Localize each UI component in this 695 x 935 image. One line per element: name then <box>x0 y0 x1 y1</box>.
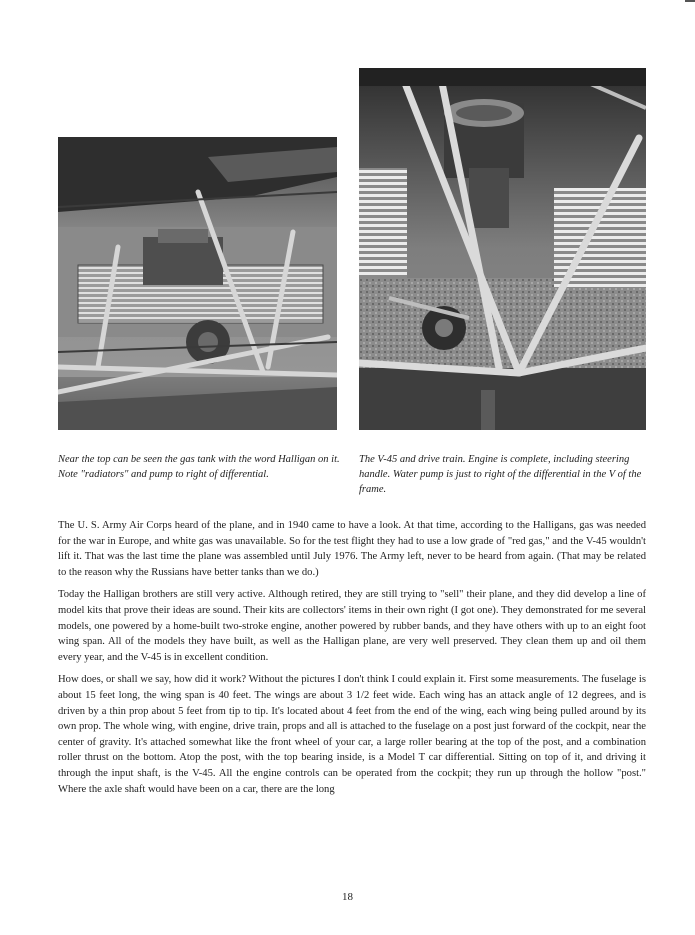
paragraph-halligan-brothers: Today the Halligan brothers are still very active. Although retired, they are still trying to "sell" their plane, and they did develop a line of model kits that prove their ideas are sound. Their kits are collectors' items in their own right (I got one). They demonstrated for me several models, one powered by a home-built two-stroke engine, another powered by rubber bands, and they have others with up to an eight foot wing span. All of the models they have built, as well as the Halligan plane, are very well preserved. They clean them up and oil them every year, and the V-45 is in excellent condition. <box>58 589 646 663</box>
scan-corner-mark <box>685 0 695 2</box>
paragraph-how-it-worked: How does, or shall we say, how did it work? Without the pictures I don't think I could explain it. First some measurements. The fuselage is about 15 feet long, the wing span is 40 feet. The wings are about 3 1/2 feet wide. Each wing has an attack angle of 12 degrees, and is driven by a thin prop about 5 feet from tip to tip. It's located about 4 feet from the end of the wing, each wing being pulled around by its own prop. The whole wing, with engine, drive train, props and all is attached to the fuselage on a post just forward of the cockpit, near the center of gravity. It's attached somewhat like the front wheel of your car, a large roller bearing at the top of the post, and a combination roller thrust on the bottom. Atop the post, with the top bearing inside, is a Model T car differential. Sitting on top of it, and driving it through the input shaft, is the V-45. All the engine controls can be operated from the cockpit; they run up through the hollow "post." Where the axle shaft would have been on a car, there are the long <box>58 674 646 795</box>
paragraph-army-air-corps: The U. S. Army Air Corps heard of the plane, and in 1940 came to have a look. At that time, according to the Halligans, gas was needed for the war in Europe, and white gas was unavailable. So for the test flight they had to use a low grade of "red gas," and the V-45 wouldn't lift it. That was the last time the plane was assembled until July 1976. The Army left, never to be heard from again. (That may be related to the reason why the Russians have better tanks than we do.) <box>58 520 646 578</box>
page-number: 18 <box>342 891 353 903</box>
photo-v45-drive-train-image <box>359 68 646 430</box>
photo-engine-radiators-image <box>58 137 337 430</box>
caption-right: The V-45 and drive train. Engine is complete, including steering handle. Water pump is just to right of the differential in the V of the frame. <box>359 454 642 495</box>
article-body <box>58 518 646 804</box>
photo-v45-drive-train <box>359 68 646 430</box>
caption-left: Near the top can be seen the gas tank with the word Halligan on it. Note "radiators" and pump to right of differential. <box>58 454 340 480</box>
photo-engine-radiators <box>58 137 337 430</box>
